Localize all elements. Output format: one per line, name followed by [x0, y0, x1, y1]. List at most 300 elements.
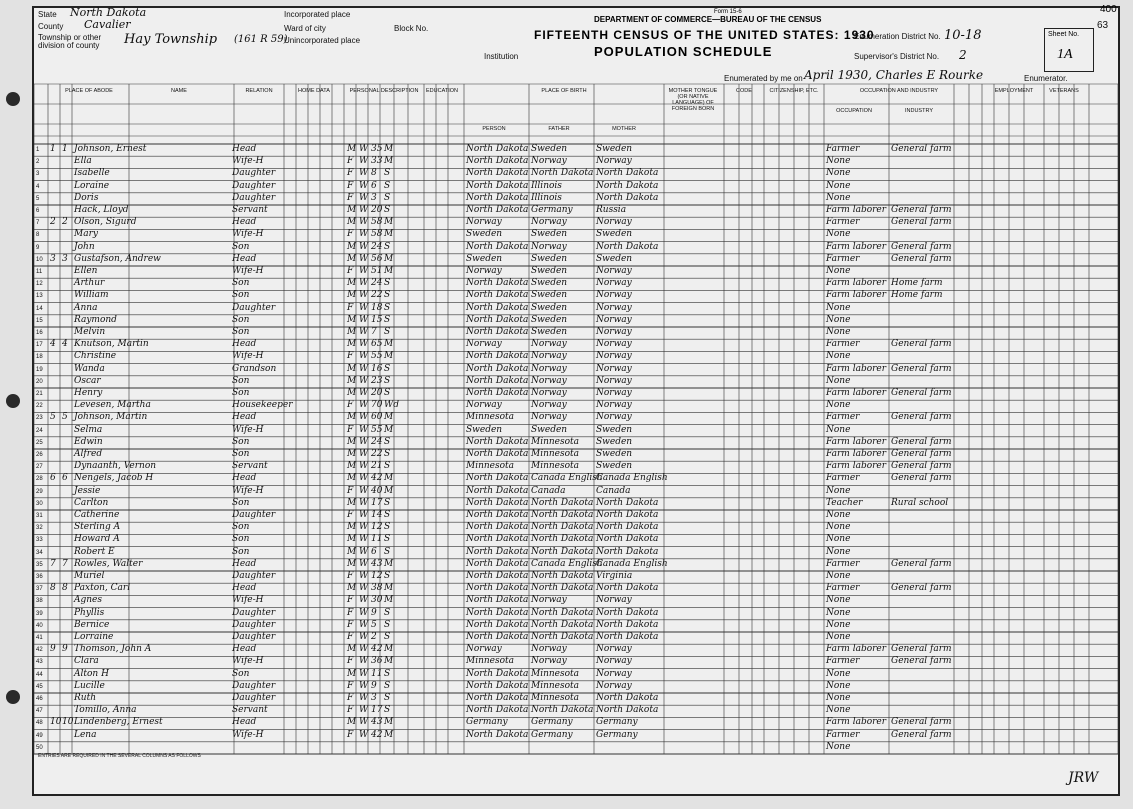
cell-age: 8: [371, 168, 377, 179]
cell-sex: M: [347, 327, 357, 337]
cell-mother: North Dakota: [596, 546, 659, 557]
cell-occ: None: [826, 180, 851, 191]
binder-hole-icon: [6, 92, 20, 106]
cell-age: 42: [371, 644, 383, 655]
cell-fam: 8: [62, 583, 68, 594]
cell-occ: None: [826, 693, 851, 703]
cell-name: Bernice: [74, 619, 110, 630]
cell-ms: M: [384, 266, 394, 276]
cell-birth: North Dakota: [466, 571, 529, 581]
cell-race: W: [359, 534, 369, 545]
cell-birth: Minnesota: [466, 656, 515, 667]
cell-ind: General farm: [891, 644, 952, 655]
cell-sex: M: [347, 314, 357, 325]
cell-birth: North Dakota: [466, 156, 529, 167]
cell-father: Norway: [531, 217, 567, 228]
cell-age: 20: [371, 388, 383, 398]
cell-name: Lucille: [74, 680, 105, 691]
cell-birth: Norway: [466, 644, 502, 655]
sheet-value: 1A: [1057, 47, 1073, 62]
header-education: EDUCATION: [426, 88, 458, 94]
cell-ind: Home farm: [891, 278, 943, 289]
header-person: PERSON: [482, 126, 506, 132]
row-number: 26: [36, 452, 43, 458]
cell-ind: General farm: [891, 449, 952, 459]
cell-ms: S: [384, 668, 391, 679]
cell-race: W: [359, 497, 369, 508]
cell-mother: North Dakota: [596, 534, 659, 545]
cell-rel: Wife-H: [232, 729, 264, 740]
cell-race: W: [359, 192, 369, 203]
cell-race: W: [359, 473, 369, 484]
header-birthplace: PLACE OF BIRTH: [541, 88, 587, 94]
cell-race: W: [359, 607, 369, 618]
cell-name: Henry: [74, 388, 103, 398]
row-number: 39: [36, 610, 43, 617]
cell-mother: Germany: [596, 729, 638, 740]
initials-mark: JRW: [1068, 770, 1099, 786]
cell-name: Johnson, Martin: [74, 412, 148, 423]
cell-occ: None: [826, 668, 851, 679]
row-number: 45: [36, 683, 43, 690]
cell-ms: M: [384, 229, 394, 240]
cell-mother: Norway: [596, 156, 632, 167]
cell-name: Thomson, John A: [74, 644, 152, 655]
cell-mother: North Dakota: [596, 192, 659, 203]
cell-name: Robert E: [74, 546, 115, 557]
cell-ms: M: [384, 485, 394, 496]
cell-rel: Head: [232, 717, 257, 728]
cell-occ: None: [826, 375, 851, 386]
cell-race: W: [359, 400, 369, 411]
cell-race: W: [359, 351, 369, 362]
cell-rel: Daughter: [232, 180, 276, 191]
row-number: 31: [36, 513, 43, 519]
cell-ms: S: [384, 546, 391, 557]
cell-ind: General farm: [891, 436, 952, 447]
row-number: 14: [36, 305, 43, 312]
cell-ms: S: [384, 510, 391, 520]
cell-name: Tomillo, Anna: [74, 705, 137, 716]
cell-mother: North Dakota: [596, 632, 659, 642]
cell-sex: F: [347, 192, 354, 203]
cell-father: North Dakota: [531, 705, 594, 716]
row-number: 1: [36, 147, 40, 153]
cell-ind: General farm: [891, 241, 952, 252]
cell-ind: General farm: [891, 388, 952, 398]
row-number: 22: [36, 403, 43, 410]
cell-birth: Germany: [466, 717, 508, 728]
cell-sex: M: [347, 339, 357, 350]
cell-ms: M: [384, 156, 394, 167]
cell-ind: General farm: [891, 729, 952, 740]
row-number: 33: [36, 537, 43, 544]
row-number: 19: [36, 366, 43, 373]
cell-ms: S: [384, 705, 391, 716]
cell-name: Levesen, Martha: [74, 400, 151, 411]
cell-race: W: [359, 375, 369, 386]
cell-race: W: [359, 729, 369, 740]
cell-ms: M: [384, 729, 394, 740]
cell-mother: Norway: [596, 217, 632, 228]
cell-mother: North Dakota: [596, 510, 659, 520]
row-number: 4: [36, 183, 40, 190]
cell-occ: Farm laborer: [826, 205, 887, 215]
header-code: CODE: [736, 88, 752, 94]
cell-birth: North Dakota: [466, 510, 529, 520]
cell-name: Agnes: [74, 595, 103, 606]
cell-ms: S: [384, 534, 391, 545]
cell-name: Catherine: [74, 510, 120, 520]
cell-sex: M: [347, 717, 357, 728]
supervisor-value: 2: [959, 48, 967, 62]
cell-father: Minnesota: [531, 461, 580, 472]
cell-race: W: [359, 693, 369, 703]
cell-name: Raymond: [74, 314, 117, 325]
cell-age: 22: [371, 449, 383, 459]
cell-occ: Farmer: [826, 412, 860, 423]
department-title: DEPARTMENT OF COMMERCE—BUREAU OF THE CENSUS: [594, 15, 822, 24]
cell-name: Clara: [74, 656, 99, 667]
cell-sex: F: [347, 168, 354, 179]
cell-occ: None: [826, 400, 851, 411]
row-number: 42: [36, 647, 43, 654]
cell-rel: Wife-H: [232, 266, 264, 276]
row-number: 32: [36, 525, 43, 532]
cell-father: North Dakota: [531, 168, 594, 179]
cell-mother: North Dakota: [596, 705, 659, 716]
cell-mother: Norway: [596, 388, 632, 398]
cell-mother: Sweden: [596, 144, 633, 154]
cell-sex: F: [347, 729, 354, 740]
cell-name: Dynaanth, Vernon: [74, 461, 157, 472]
block-label: Block No.: [394, 24, 429, 33]
cell-father: North Dakota: [531, 510, 594, 520]
cell-mother: Norway: [596, 680, 632, 691]
margin-number: 400: [1100, 4, 1117, 15]
cell-name: Gustafson, Andrew: [74, 253, 161, 264]
cell-ms: S: [384, 693, 391, 703]
cell-age: 51: [371, 266, 383, 276]
unincorporated-label: Unincorporated place: [284, 36, 361, 45]
cell-age: 42: [371, 473, 383, 484]
cell-father: Sweden: [531, 327, 568, 337]
header-veterans: VETERANS: [1049, 88, 1079, 94]
cell-age: 3: [371, 192, 377, 203]
cell-mother: North Dakota: [596, 180, 659, 191]
cell-name: Howard A: [74, 534, 120, 545]
cell-father: Minnesota: [531, 668, 580, 679]
cell-sex: F: [347, 424, 354, 435]
enumerated-label: Enumerated by me on: [724, 74, 803, 83]
cell-dw: 6: [50, 473, 56, 484]
cell-mother: North Dakota: [596, 607, 659, 618]
cell-race: W: [359, 632, 369, 642]
cell-occ: None: [826, 571, 851, 581]
cell-birth: North Dakota: [466, 363, 529, 374]
cell-ms: S: [384, 632, 391, 642]
cell-occ: None: [826, 546, 851, 557]
cell-mother: North Dakota: [596, 693, 659, 703]
header-mother: MOTHER: [612, 126, 636, 132]
cell-age: 7: [371, 327, 377, 337]
row-number: 23: [36, 415, 43, 422]
cell-name: Alton H: [74, 668, 109, 679]
cell-name: Nengels, Jacob H: [74, 473, 154, 484]
cell-mother: Sweden: [596, 449, 633, 459]
cell-mother: North Dakota: [596, 497, 659, 508]
cell-father: Sweden: [531, 229, 568, 240]
cell-fam: 2: [62, 217, 68, 228]
cell-birth: Minnesota: [466, 412, 515, 423]
cell-sex: M: [347, 205, 357, 215]
cell-sex: M: [347, 217, 357, 228]
cell-occ: Farm laborer: [826, 644, 887, 655]
cell-age: 24: [371, 278, 383, 289]
cell-father: Minnesota: [531, 680, 580, 691]
cell-name: Lorraine: [74, 632, 114, 642]
cell-ms: M: [384, 424, 394, 435]
cell-rel: Son: [232, 668, 250, 679]
cell-race: W: [359, 668, 369, 679]
cell-father: Norway: [531, 339, 567, 350]
cell-mother: Sweden: [596, 229, 633, 240]
cell-mother: Canada: [596, 485, 631, 496]
cell-rel: Wife-H: [232, 485, 264, 496]
cell-occ: None: [826, 351, 851, 362]
cell-mother: Norway: [596, 278, 632, 289]
cell-name: Edwin: [74, 436, 103, 447]
cell-birth: North Dakota: [466, 436, 529, 447]
cell-mother: North Dakota: [596, 168, 659, 179]
cell-father: North Dakota: [531, 534, 594, 545]
cell-race: W: [359, 327, 369, 337]
cell-dw: 5: [50, 412, 56, 423]
cell-ind: General farm: [891, 144, 952, 154]
cell-rel: Wife-H: [232, 351, 264, 362]
cell-occ: Farmer: [826, 144, 860, 154]
cell-rel: Head: [232, 644, 257, 655]
cell-father: Norway: [531, 363, 567, 374]
header-citizenship: CITIZENSHIP, ETC.: [769, 88, 819, 94]
cell-father: North Dakota: [531, 619, 594, 630]
cell-race: W: [359, 290, 369, 301]
row-number: 34: [36, 549, 43, 556]
cell-birth: North Dakota: [466, 693, 529, 703]
cell-birth: North Dakota: [466, 144, 529, 154]
cell-father: Sweden: [531, 314, 568, 325]
cell-age: 11: [371, 668, 383, 679]
cell-rel: Servant: [232, 205, 268, 215]
cell-occ: None: [826, 266, 851, 276]
cell-father: Sweden: [531, 278, 568, 289]
cell-race: W: [359, 424, 369, 435]
cell-name: Rowles, Walter: [74, 558, 143, 569]
cell-ms: M: [384, 217, 394, 228]
cell-birth: North Dakota: [466, 522, 529, 533]
cell-father: Minnesota: [531, 693, 580, 703]
cell-mother: Russia: [596, 205, 627, 215]
cell-rel: Wife-H: [232, 424, 264, 435]
cell-birth: North Dakota: [466, 583, 529, 594]
cell-ind: General farm: [891, 717, 952, 728]
cell-father: Norway: [531, 400, 567, 411]
row-number: 11: [36, 269, 43, 275]
cell-mother: Norway: [596, 363, 632, 374]
row-number: 9: [36, 244, 40, 251]
row-number: 24: [36, 427, 43, 434]
cell-age: 3: [371, 693, 377, 703]
cell-birth: Norway: [466, 266, 502, 276]
cell-age: 12: [371, 571, 383, 581]
cell-rel: Daughter: [232, 607, 276, 618]
cell-age: 23: [371, 375, 383, 386]
cell-mother: Norway: [596, 351, 632, 362]
sheet-label: Sheet No.: [1048, 31, 1080, 38]
cell-occ: Farmer: [826, 473, 860, 484]
cell-ind: General farm: [891, 461, 952, 472]
cell-race: W: [359, 168, 369, 179]
cell-sex: F: [347, 485, 354, 496]
cell-ms: S: [384, 497, 391, 508]
cell-father: Norway: [531, 375, 567, 386]
cell-name: Lindenberg, Ernest: [74, 717, 163, 728]
row-number: 18: [36, 354, 43, 361]
row-number: 40: [36, 622, 43, 629]
cell-rel: Son: [232, 449, 250, 459]
cell-name: Johnson, Ernest: [74, 144, 147, 154]
cell-occ: Farmer: [826, 583, 860, 594]
cell-rel: Son: [232, 314, 250, 325]
cell-rel: Head: [232, 473, 257, 484]
row-number: 2: [36, 159, 40, 166]
cell-race: W: [359, 180, 369, 191]
cell-race: W: [359, 680, 369, 691]
row-number: 36: [36, 574, 43, 580]
cell-age: 43: [371, 717, 383, 728]
cell-occ: Farm laborer: [826, 461, 887, 472]
cell-ms: S: [384, 241, 391, 252]
cell-ms: S: [384, 607, 391, 618]
cell-sex: M: [347, 644, 357, 655]
cell-birth: North Dakota: [466, 314, 529, 325]
cell-age: 55: [371, 351, 383, 362]
cell-birth: North Dakota: [466, 558, 529, 569]
cell-dw: 3: [50, 253, 56, 264]
cell-ms: M: [384, 412, 394, 423]
cell-occ: Farmer: [826, 217, 860, 228]
cell-mother: Canada English: [596, 558, 668, 569]
cell-occ: Farm laborer: [826, 388, 887, 398]
cell-mother: Norway: [596, 375, 632, 386]
cell-ind: Rural school: [891, 497, 949, 508]
cell-father: North Dakota: [531, 546, 594, 557]
cell-race: W: [359, 217, 369, 228]
cell-birth: North Dakota: [466, 668, 529, 679]
cell-occ: Farm laborer: [826, 290, 887, 301]
cell-ms: S: [384, 449, 391, 459]
cell-race: W: [359, 363, 369, 374]
page-number: 63: [1097, 20, 1109, 31]
row-number: 41: [36, 635, 43, 641]
cell-birth: Norway: [466, 217, 502, 228]
row-number: 47: [36, 708, 43, 715]
cell-birth: North Dakota: [466, 497, 529, 508]
cell-sex: M: [347, 522, 357, 533]
row-number: 49: [36, 732, 43, 739]
cell-dw: 4: [50, 339, 56, 350]
cell-name: Lena: [74, 729, 97, 740]
cell-name: Paxton, Carl: [74, 583, 131, 594]
cell-rel: Housekeeper: [232, 400, 293, 411]
cell-rel: Head: [232, 253, 257, 264]
cell-race: W: [359, 449, 369, 459]
cell-occ: None: [826, 619, 851, 630]
cell-father: Sweden: [531, 144, 568, 154]
cell-sex: M: [347, 449, 357, 459]
cell-ms: M: [384, 339, 394, 350]
cell-mother: Sweden: [596, 461, 633, 472]
cell-fam: 3: [62, 253, 68, 264]
cell-name: Phyllis: [74, 607, 105, 618]
cell-fam: 1: [62, 144, 68, 154]
cell-sex: M: [347, 388, 357, 398]
row-number: 50: [36, 744, 43, 751]
cell-rel: Daughter: [232, 680, 276, 691]
cell-ind: General farm: [891, 363, 952, 374]
cell-occ: Farm laborer: [826, 717, 887, 728]
row-number: 38: [36, 598, 43, 605]
cell-race: W: [359, 144, 369, 154]
cell-mother: Norway: [596, 339, 632, 350]
header-home-data: HOME DATA: [298, 88, 330, 94]
cell-ind: General farm: [891, 253, 952, 264]
cell-sex: F: [347, 705, 354, 716]
cell-ind: General farm: [891, 583, 952, 594]
header-occupation: OCCUPATION AND INDUSTRY: [859, 88, 939, 94]
cell-ind: General farm: [891, 558, 952, 569]
cell-mother: Canada English: [596, 473, 668, 484]
cell-ms: M: [384, 558, 394, 569]
cell-sex: M: [347, 497, 357, 508]
cell-ms: S: [384, 388, 391, 398]
cell-mother: Norway: [596, 327, 632, 337]
cell-age: 33: [371, 156, 383, 167]
cell-occ: None: [826, 705, 851, 716]
cell-age: 40: [371, 485, 383, 496]
cell-rel: Son: [232, 290, 250, 301]
cell-sex: F: [347, 656, 354, 667]
cell-occ: None: [826, 424, 851, 435]
cell-occ: Farm laborer: [826, 449, 887, 459]
cell-race: W: [359, 412, 369, 423]
cell-fam: 10: [62, 717, 74, 728]
cell-occ: Teacher: [826, 497, 863, 508]
cell-age: 16: [371, 363, 383, 374]
cell-name: Olson, Sigurd: [74, 217, 137, 228]
cell-occ: None: [826, 534, 851, 545]
cell-race: W: [359, 436, 369, 447]
cell-mother: Norway: [596, 595, 632, 606]
county-value: Cavalier: [84, 18, 131, 31]
cell-birth: North Dakota: [466, 205, 529, 215]
cell-sex: M: [347, 473, 357, 484]
cell-mother: Norway: [596, 644, 632, 655]
cell-ind: Home farm: [891, 290, 943, 301]
cell-mother: Norway: [596, 314, 632, 325]
cell-age: 24: [371, 241, 383, 252]
cell-sex: M: [347, 412, 357, 423]
